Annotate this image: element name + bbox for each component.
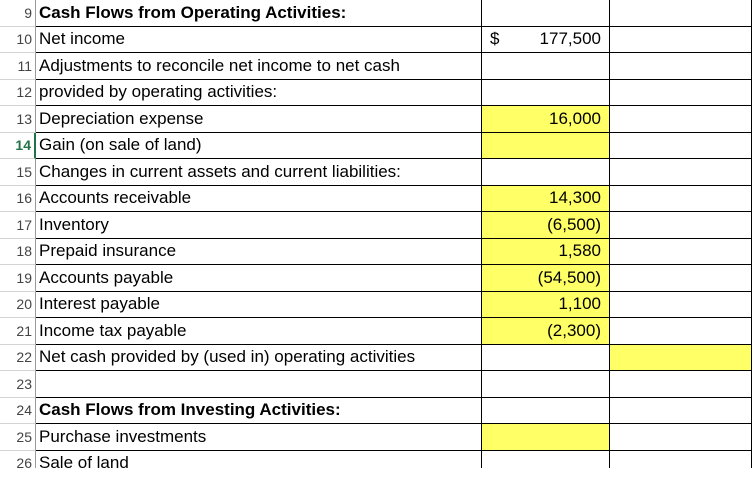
- cell-amount[interactable]: [482, 27, 610, 54]
- cell-total[interactable]: [610, 292, 752, 319]
- row-header[interactable]: 20: [0, 292, 36, 319]
- cell-label[interactable]: provided by operating activities:: [36, 80, 482, 107]
- amount-value: (54,500): [537, 267, 601, 287]
- cell-total[interactable]: [610, 345, 752, 372]
- cell-total[interactable]: [610, 106, 752, 133]
- cell-label[interactable]: Interest payable: [36, 292, 482, 319]
- cell-label[interactable]: Gain (on sale of land): [36, 133, 482, 160]
- row-header[interactable]: 17: [0, 212, 36, 239]
- cell-amount[interactable]: [482, 186, 610, 213]
- row-header[interactable]: 12: [0, 80, 36, 107]
- row-header[interactable]: 13: [0, 106, 36, 133]
- row-header[interactable]: 10: [0, 27, 36, 54]
- table-row: [0, 398, 752, 425]
- cell-label[interactable]: Inventory: [36, 212, 482, 239]
- row-header[interactable]: 25: [0, 424, 36, 451]
- cell-total[interactable]: [610, 159, 752, 186]
- table-row: [0, 106, 752, 133]
- cell-amount[interactable]: [482, 212, 610, 239]
- amount-value: 14,300: [549, 188, 601, 208]
- cell-label[interactable]: Cash Flows from Operating Activities:: [36, 0, 482, 27]
- cell-amount[interactable]: [482, 345, 610, 372]
- table-row: [0, 424, 752, 451]
- currency-symbol: $: [490, 29, 500, 49]
- table-row: [0, 186, 752, 213]
- cell-label[interactable]: Accounts receivable: [36, 186, 482, 213]
- amount-value: (2,300): [547, 320, 601, 340]
- cell-total[interactable]: [610, 265, 752, 292]
- cell-amount[interactable]: [482, 53, 610, 80]
- cell-amount[interactable]: [482, 371, 610, 398]
- row-header[interactable]: 15: [0, 159, 36, 186]
- table-row: [0, 265, 752, 292]
- cell-total[interactable]: [610, 451, 752, 469]
- cell-total[interactable]: [610, 318, 752, 345]
- cell-total[interactable]: [610, 212, 752, 239]
- amount-value: 16,000: [549, 108, 601, 128]
- cell-amount[interactable]: [482, 292, 610, 319]
- cell-total[interactable]: [610, 80, 752, 107]
- cell-label[interactable]: Net income: [36, 27, 482, 54]
- cell-amount[interactable]: [482, 159, 610, 186]
- cell-total[interactable]: [610, 398, 752, 425]
- table-row: [0, 318, 752, 345]
- amount-value: (6,500): [547, 214, 601, 234]
- cell-amount[interactable]: [482, 398, 610, 425]
- cell-amount[interactable]: [482, 318, 610, 345]
- cell-label[interactable]: Depreciation expense: [36, 106, 482, 133]
- cell-total[interactable]: [610, 53, 752, 80]
- row-header[interactable]: 18: [0, 239, 36, 266]
- table-row: [0, 292, 752, 319]
- cell-amount[interactable]: [482, 106, 610, 133]
- cell-amount[interactable]: [482, 80, 610, 107]
- cell-label[interactable]: Changes in current assets and current liabilities:: [36, 159, 482, 186]
- cell-total[interactable]: [610, 0, 752, 27]
- cell-amount[interactable]: [482, 0, 610, 27]
- row-header[interactable]: 9: [0, 0, 36, 27]
- cell-amount[interactable]: [482, 424, 610, 451]
- row-header[interactable]: 14: [0, 133, 36, 160]
- table-row: [0, 27, 752, 54]
- sheet-bottom-edge: [0, 468, 752, 483]
- cell-total[interactable]: [610, 27, 752, 54]
- cell-amount[interactable]: [482, 133, 610, 160]
- cell-label[interactable]: Income tax payable: [36, 318, 482, 345]
- row-header[interactable]: 26: [0, 451, 36, 469]
- row-header[interactable]: 24: [0, 398, 36, 425]
- table-row: [0, 53, 752, 80]
- cell-total[interactable]: [610, 424, 752, 451]
- row-header[interactable]: 21: [0, 318, 36, 345]
- table-row: [0, 159, 752, 186]
- cell-label[interactable]: Adjustments to reconcile net income to net cash: [36, 53, 482, 80]
- row-header[interactable]: 16: [0, 186, 36, 213]
- cell-label[interactable]: Prepaid insurance: [36, 239, 482, 266]
- cell-label[interactable]: Net cash provided by (used in) operating activities: [36, 345, 482, 372]
- row-header[interactable]: 23: [0, 371, 36, 398]
- amount-value: 177,500: [539, 29, 601, 49]
- cell-amount[interactable]: [482, 451, 610, 469]
- cell-label[interactable]: Sale of land: [36, 451, 482, 469]
- table-row: [0, 212, 752, 239]
- table-row: [0, 345, 752, 372]
- cell-label[interactable]: Cash Flows from Investing Activities:: [36, 398, 482, 425]
- cell-total[interactable]: [610, 371, 752, 398]
- table-row: [0, 80, 752, 107]
- row-header[interactable]: 22: [0, 345, 36, 372]
- cell-label[interactable]: [36, 371, 482, 398]
- table-row: [0, 0, 752, 27]
- cell-amount[interactable]: [482, 265, 610, 292]
- amount-value: 1,100: [558, 294, 601, 314]
- cell-total[interactable]: [610, 186, 752, 213]
- table-row: [0, 133, 752, 160]
- cell-total[interactable]: [610, 133, 752, 160]
- cell-label[interactable]: Accounts payable: [36, 265, 482, 292]
- table-row: [0, 371, 752, 398]
- cell-label[interactable]: Purchase investments: [36, 424, 482, 451]
- cell-total[interactable]: [610, 239, 752, 266]
- table-row: [0, 451, 752, 469]
- cell-amount[interactable]: [482, 239, 610, 266]
- row-header[interactable]: 19: [0, 265, 36, 292]
- table-row: [0, 239, 752, 266]
- row-header[interactable]: 11: [0, 53, 36, 80]
- amount-value: 1,580: [558, 241, 601, 261]
